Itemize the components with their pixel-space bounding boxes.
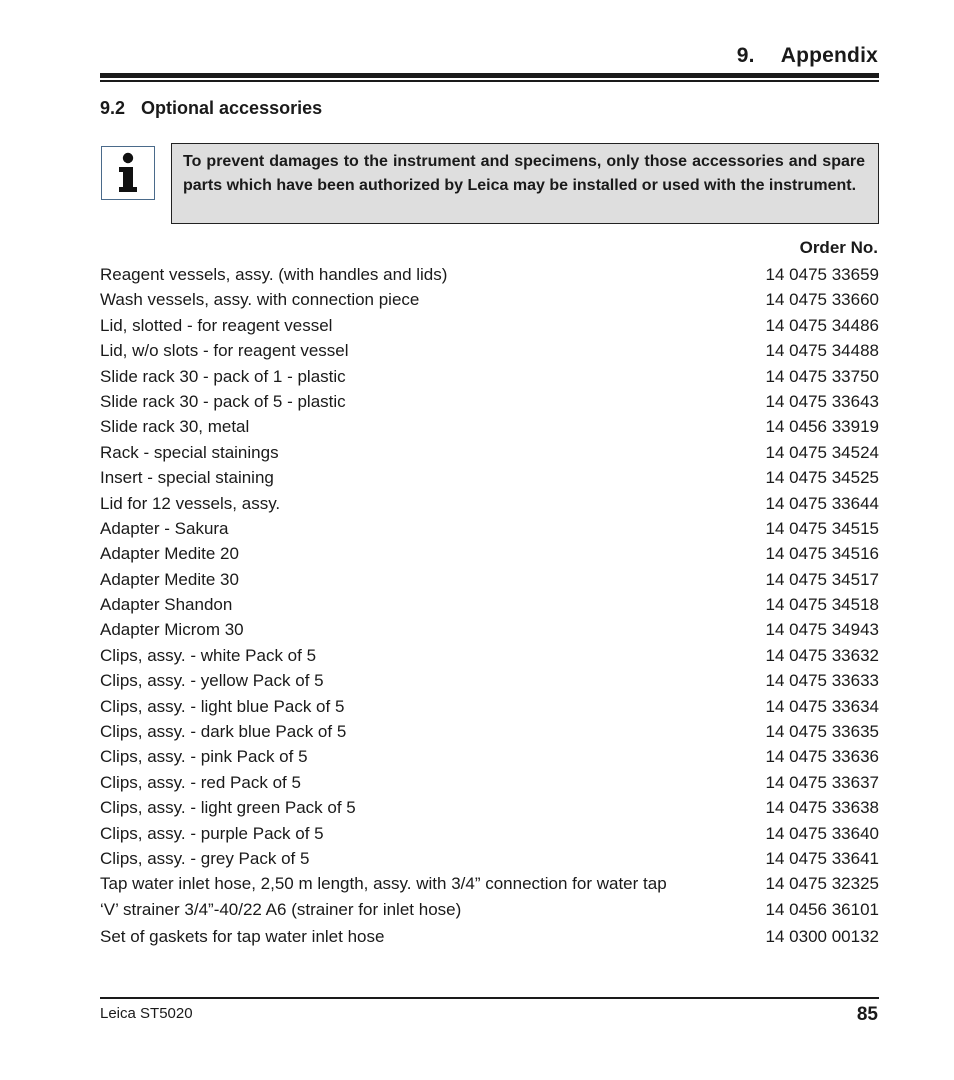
accessory-order-number: 14 0475 33636 (765, 747, 879, 767)
accessory-order-number: 14 0475 34518 (765, 595, 879, 615)
accessory-order-number: 14 0475 33750 (765, 366, 879, 386)
accessory-row (100, 440, 879, 465)
accessory-order-number: 14 0456 36101 (765, 899, 879, 919)
accessory-order-number: 14 0475 34524 (765, 442, 879, 462)
accessory-order-number: 14 0456 33919 (765, 417, 879, 437)
accessory-row (100, 465, 879, 490)
chapter-name: Appendix (780, 44, 878, 67)
accessory-name: Lid, slotted - for reagent vessel (100, 315, 333, 335)
accessory-row (100, 643, 879, 668)
order-number-header: Order No. (799, 238, 878, 257)
accessory-order-number: 14 0475 33643 (765, 391, 879, 411)
accessory-name: Clips, assy. - yellow Pack of 5 (100, 671, 324, 691)
accessory-row (100, 338, 879, 363)
accessory-row (100, 567, 879, 592)
accessory-name: Adapter Medite 20 (100, 544, 239, 564)
accessory-name: Adapter - Sakura (100, 518, 229, 538)
accessory-row (100, 287, 879, 312)
accessory-row (100, 516, 879, 541)
accessory-row (100, 924, 879, 949)
accessory-order-number: 14 0475 34516 (765, 544, 879, 564)
accessory-name: Clips, assy. - red Pack of 5 (100, 772, 301, 792)
accessory-name: Slide rack 30 - pack of 5 - plastic (100, 391, 346, 411)
chapter-title (737, 44, 878, 68)
accessory-name: Adapter Shandon (100, 595, 233, 615)
accessory-name: Clips, assy. - light blue Pack of 5 (100, 696, 345, 716)
accessory-name: Lid, w/o slots - for reagent vessel (100, 341, 349, 361)
accessory-row (100, 313, 879, 338)
accessory-order-number: 14 0300 00132 (765, 926, 879, 946)
accessory-name: Clips, assy. - pink Pack of 5 (100, 747, 308, 767)
accessory-order-number: 14 0475 33632 (765, 645, 879, 665)
section-title (100, 98, 322, 119)
accessory-order-number: 14 0475 33640 (765, 823, 879, 843)
accessory-row (100, 846, 879, 871)
header-rule-thick (100, 73, 879, 78)
footer-rule (100, 997, 879, 999)
accessory-name: Clips, assy. - dark blue Pack of 5 (100, 722, 347, 742)
safety-note-text: To prevent damages to the instrument and specimens, only those accessories and spare parts which have been authorized by Leica may be installed or used with the instrument. (183, 153, 865, 194)
accessory-order-number: 14 0475 34525 (765, 468, 879, 488)
safety-note (171, 143, 879, 224)
footer-product: Leica ST5020 (100, 1005, 193, 1022)
accessory-name: Wash vessels, assy. with connection piece (100, 290, 420, 310)
accessory-name: Clips, assy. - light green Pack of 5 (100, 798, 356, 818)
info-icon (101, 146, 155, 200)
accessory-row (100, 389, 879, 414)
accessory-row (100, 617, 879, 642)
accessory-name: Tap water inlet hose, 2,50 m length, assy. with 3/4” connection for water tap (100, 874, 667, 894)
accessory-row (100, 541, 879, 566)
accessory-row (100, 262, 879, 287)
accessory-row (100, 795, 879, 820)
accessory-row (100, 414, 879, 439)
accessory-row (100, 897, 879, 922)
accessory-order-number: 14 0475 33637 (765, 772, 879, 792)
accessory-order-number: 14 0475 34488 (765, 341, 879, 361)
accessory-row (100, 592, 879, 617)
accessory-order-number: 14 0475 33635 (765, 722, 879, 742)
accessory-row (100, 364, 879, 389)
accessory-order-number: 14 0475 33660 (765, 290, 879, 310)
accessory-order-number: 14 0475 33638 (765, 798, 879, 818)
accessories-list (100, 262, 879, 949)
accessory-name: Lid for 12 vessels, assy. (100, 493, 281, 513)
accessory-name: Clips, assy. - grey Pack of 5 (100, 848, 310, 868)
accessory-order-number: 14 0475 34517 (765, 569, 879, 589)
accessory-name: Clips, assy. - purple Pack of 5 (100, 823, 324, 843)
accessory-name: Clips, assy. - white Pack of 5 (100, 645, 317, 665)
accessory-name: Slide rack 30, metal (100, 417, 250, 437)
accessory-row (100, 694, 879, 719)
accessory-row (100, 668, 879, 693)
accessory-row (100, 770, 879, 795)
accessory-name: ‘V’ strainer 3/4”-40/22 A6 (strainer for inlet hose) (100, 899, 462, 919)
accessory-row (100, 744, 879, 769)
accessory-order-number: 14 0475 33634 (765, 696, 879, 716)
accessory-name: Set of gaskets for tap water inlet hose (100, 926, 385, 946)
section-number: 9.2 (100, 98, 126, 118)
accessory-row (100, 871, 879, 896)
header-rule-thin (100, 80, 879, 82)
accessory-order-number: 14 0475 34486 (765, 315, 879, 335)
accessory-order-number: 14 0475 33633 (765, 671, 879, 691)
accessory-order-number: 14 0475 33659 (765, 265, 879, 284)
accessory-name: Adapter Medite 30 (100, 569, 239, 589)
accessory-name: Slide rack 30 - pack of 1 - plastic (100, 366, 346, 386)
accessory-name: Adapter Microm 30 (100, 620, 244, 640)
section-name: Optional accessories (141, 98, 323, 118)
accessory-order-number: 14 0475 34515 (765, 518, 879, 538)
accessory-name: Rack - special stainings (100, 442, 279, 462)
accessory-row (100, 491, 879, 516)
page-number: 85 (856, 1004, 878, 1025)
accessory-name: Reagent vessels, assy. (with handles and lids) (100, 265, 448, 284)
accessory-order-number: 14 0475 33641 (765, 848, 879, 868)
accessory-order-number: 14 0475 33644 (765, 493, 879, 513)
accessory-order-number: 14 0475 34943 (765, 620, 879, 640)
chapter-number: 9. (736, 44, 755, 67)
accessory-order-number: 14 0475 32325 (765, 874, 879, 894)
accessory-row (100, 821, 879, 846)
accessory-row (100, 719, 879, 744)
accessory-name: Insert - special staining (100, 468, 274, 488)
